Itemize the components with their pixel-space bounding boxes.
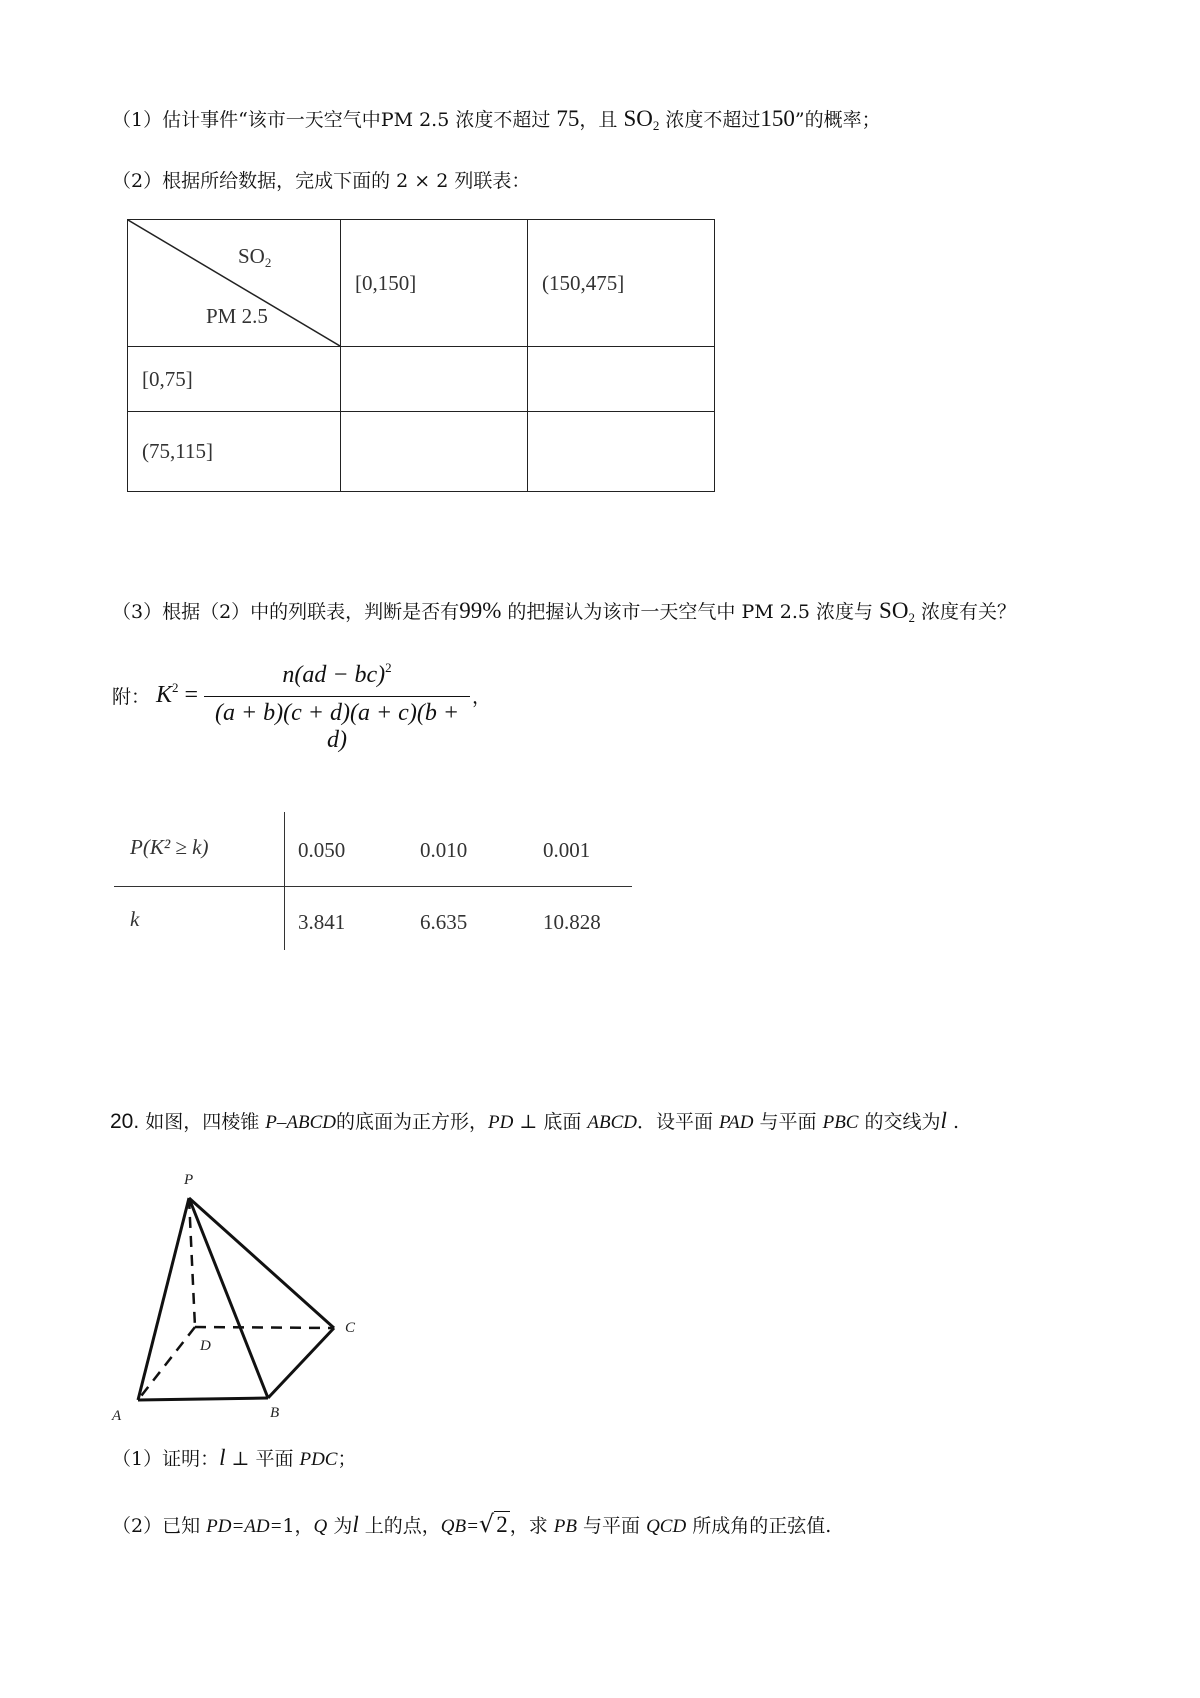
table-cell-blank [528, 412, 715, 492]
vertex-label-d: D [200, 1338, 211, 1354]
q19-part3-mid: 的把握认为该市一天空气中 [501, 601, 742, 623]
value-99-percent: 99% [459, 598, 502, 623]
base-abcd: ABCD [587, 1112, 637, 1133]
q20-part2 [112, 1510, 831, 1541]
k-table-p-0010: 0.010 [420, 838, 468, 862]
pd-ad-equation: PD=AD= [206, 1516, 283, 1537]
diag-so-text: SO [238, 244, 265, 268]
plane-qcd: QCD [646, 1516, 687, 1537]
q20-part2-suffix: 所成角的正弦值. [686, 1515, 832, 1537]
pm25-text: PM 2.5 [380, 109, 450, 131]
formula-numerator [204, 660, 470, 689]
contingency-table [127, 219, 715, 492]
q20-stem-f: 的交线为 [858, 1111, 941, 1133]
line-l: l [940, 1108, 947, 1133]
segment-pd: PD [488, 1112, 514, 1133]
value-one: 1 [282, 1515, 295, 1537]
q19-part3-suffix: 浓度有关？ [914, 601, 1016, 623]
edge-pd-hidden [189, 1198, 195, 1327]
q20-stem-a: 如图，四棱锥 [139, 1111, 266, 1133]
edge-bc [268, 1328, 334, 1398]
q20-part1-suffix: ； [337, 1448, 357, 1470]
diagonal-header-cell [128, 220, 341, 347]
table-cell-blank [528, 347, 715, 412]
q19-part1 [112, 105, 881, 140]
q19-part3-mid2: 浓度与 [809, 601, 880, 623]
k-table-p-0050: 0.050 [298, 838, 346, 862]
pyramid-figure [100, 1160, 380, 1420]
k-table-k-6635: 6.635 [420, 910, 468, 934]
q20-part1-mid: 平面 [255, 1448, 300, 1470]
q20-part2-mid5: 与平面 [576, 1515, 647, 1537]
so2-text [623, 106, 659, 131]
vertex-label-a: A [112, 1408, 122, 1420]
q19-part2-suffix: 列联表： [448, 170, 531, 192]
q19-part2-prefix: （2）根据所给数据，完成下面的 [112, 170, 397, 192]
pm25-text: PM 2.5 [741, 601, 810, 623]
formula-lhs [156, 680, 198, 709]
q20-part1-prefix: （1）证明： [112, 1448, 220, 1470]
q19-part3 [112, 597, 1016, 632]
so2-text [879, 598, 915, 623]
q19-part3-prefix: （3）根据（2）中的列联表，判断是否有 [112, 601, 460, 623]
diag-so-sub: 2 [264, 255, 272, 270]
point-q: Q [313, 1516, 328, 1537]
pyramid-name: P–ABCD [265, 1112, 337, 1133]
row-header-75-115: (75,115] [128, 412, 341, 492]
table-cell-blank [341, 347, 528, 412]
q20-stem-g: . [946, 1111, 960, 1133]
plane-pad: PAD [719, 1112, 754, 1133]
table-dims: 2 × 2 [396, 170, 449, 192]
equals-sign: = [178, 682, 199, 708]
edge-ab [138, 1398, 268, 1400]
vertex-label-p: P [184, 1172, 194, 1188]
q19-part1-mid: 浓度不超过 [449, 109, 557, 131]
fraction-bar [204, 696, 470, 697]
q20-part2-mid3: 上的点， [358, 1515, 441, 1537]
so2-subscript: 2 [652, 118, 660, 133]
perp-symbol: ⊥ [513, 1111, 544, 1133]
col-header-0-150: [0,150] [341, 220, 528, 347]
q20-part2-mid2: 为 [327, 1515, 353, 1537]
so-text: SO [623, 106, 653, 131]
q19-part1-suffix: ”的概率； [794, 109, 881, 131]
col-header-150-475: (150,475] [528, 220, 715, 347]
table-cell-blank [341, 412, 528, 492]
q20-stem-c: 底面 [543, 1111, 588, 1133]
k-table-row2-label: k [130, 907, 140, 931]
formula-label: 附： [112, 686, 151, 708]
formula-tail: ， [472, 686, 492, 708]
k-table-vertical-rule [284, 812, 285, 950]
k-table-k-3841: 3.841 [298, 910, 346, 934]
q20-stem-b: 的底面为正方形， [336, 1111, 489, 1133]
sqrt-symbol: √ [478, 1510, 495, 1538]
q20-part1 [112, 1444, 357, 1474]
vertex-label-c: C [345, 1320, 356, 1336]
q20-part2-prefix: （2）已知 [112, 1515, 207, 1537]
k-table-horizontal-rule [114, 886, 632, 887]
q20-part2-mid4: ，求 [509, 1515, 554, 1537]
q20-number: 20. [110, 1110, 140, 1133]
numerator-exponent: 2 [385, 660, 392, 675]
k-table-p-0001: 0.001 [543, 838, 591, 862]
line-l: l [352, 1512, 359, 1537]
perp-symbol: ⊥ [225, 1448, 256, 1470]
value-75: 75 [556, 106, 580, 131]
edge-pb [189, 1198, 268, 1398]
numerator-text: n(ad − bc) [282, 662, 386, 688]
edge-dc-hidden [195, 1327, 334, 1328]
diag-so2-label [238, 244, 271, 271]
k-table-row1-label: P(K² ≥ k) [130, 835, 209, 859]
segment-pb: PB [553, 1516, 577, 1537]
so-text: SO [879, 598, 909, 623]
k-symbol: K [156, 682, 173, 708]
edge-pa [138, 1198, 189, 1400]
q20-stem-e: 与平面 [753, 1111, 823, 1133]
qb-equation: QB= [440, 1516, 479, 1537]
q19-part1-mid3: 浓度不超过 [659, 109, 761, 131]
plane-pdc: PDC [299, 1449, 338, 1470]
q20-stem [110, 1107, 959, 1137]
k-table-k-10828: 10.828 [543, 910, 601, 934]
vertex-label-b: B [270, 1405, 280, 1420]
formula-denominator: (a + b)(c + d)(a + c)(b + d) [214, 700, 460, 753]
k-exponent: 2 [172, 680, 179, 695]
sqrt-argument: 2 [496, 1512, 508, 1537]
q19-part2 [112, 167, 530, 195]
q19-part1-mid2: ，且 [579, 109, 624, 131]
so2-subscript: 2 [908, 610, 915, 625]
q19-part1-prefix: （1）估计事件“该市一天空气中 [112, 109, 381, 131]
line-l: l [219, 1445, 226, 1470]
row-header-0-75: [0,75] [128, 347, 341, 412]
value-150: 150 [760, 106, 795, 131]
plane-pbc: PBC [822, 1112, 859, 1133]
q20-part2-mid: ， [294, 1515, 314, 1537]
diag-pm-label: PM 2.5 [206, 304, 268, 328]
q20-stem-d: ．设平面 [636, 1111, 720, 1133]
edge-pc [189, 1198, 334, 1328]
